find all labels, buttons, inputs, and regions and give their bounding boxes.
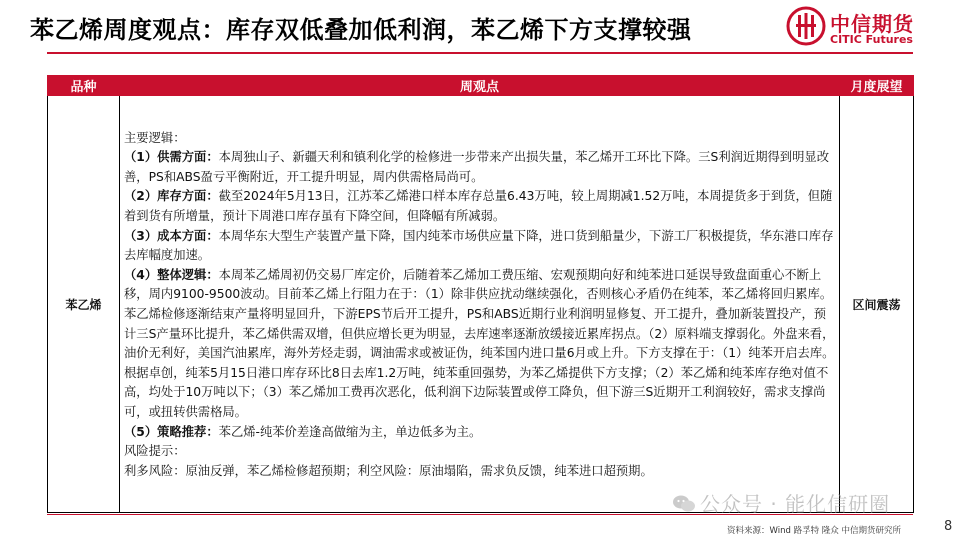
company-logo	[786, 6, 926, 48]
weekly-view-table	[47, 75, 914, 513]
paragraph-inventory: （2）库存方面：截至2024年5月13日，江苏苯乙烯港口样本库存总量6.43万吨，较上周期减1.52万吨，本周提货多于到货，但随着到货有所增量，预计下周港口库存虽有下降空间，但降幅有所减弱。	[124, 189, 833, 224]
page-number: 8	[944, 519, 953, 534]
data-source: 资料来源：Wind 路孚特 隆众 中信期货研究所	[727, 526, 901, 536]
risk-title: 风险提示：	[124, 444, 186, 459]
logic-intro: 主要逻辑：	[124, 130, 186, 145]
table-header-row	[48, 76, 914, 96]
citic-logo-icon	[786, 6, 826, 46]
category-cell: 苯乙烯	[48, 96, 120, 513]
logo-chinese-name: 中信期货	[830, 12, 914, 36]
paragraph-supply-demand: （1）供需方面：本周独山子、新疆天利和镇利化学的检修进一步带来产出损失量，苯乙烯开工环比下降。三S利润近期得到明显改善，PS和ABS盈亏平衡附近，开工提升明显，周内供需格局尚可。	[124, 150, 829, 184]
logo-english-name: CITIC Futures	[830, 33, 913, 46]
weekly-view-cell	[120, 96, 840, 513]
header-category: 品种	[48, 76, 120, 96]
header-monthly-outlook: 月度展望	[840, 76, 914, 96]
table-row	[48, 96, 914, 513]
paragraph-cost: （3）成本方面：本周华东大型生产装置产量下降，国内纯苯市场供应量下降，进口货到船量少，下游工厂积极提货，华东港口库存去库幅度加速。	[124, 228, 834, 263]
watermark: 公众号 · 能化信研圈	[672, 488, 890, 517]
paragraph-overall-logic: （4）整体逻辑：本周苯乙烯周初仍交易厂库定价，后随着苯乙烯加工费压缩、宏观预期向好和纯苯进口延误导致盘面重心不断上移，周内9100-9500波动。目前苯乙烯上行阻力在于：（1）除非供应扰动继续强化，否则核心矛盾仍在纯苯，苯乙烯将回归累库。苯乙烯检修逐渐结束产量将明显回升，下游EPS节后开工提升，PS和ABS近期行业利润明显修复、开工提升，叠加新装置投产，预计三S产量环比提升，苯乙烯供需双增，但供应增长更为明显，去库速率逐渐放缓接近累库拐点。（2）原料端支撑弱化。外盘来看，油价无利好，美国汽油累库，海外芳烃走弱，调油需求或被证伪，纯苯国内进口量6月或上升。下方支撑在于：（1）纯苯开启去库。根据卓创，纯苯5月15日港口库存环比8日去库1.2万吨，纯苯重回强势，为苯乙烯提供下方支撑；（2）苯乙烯和纯苯库存绝对值不高，均处于10万吨以下；（3）苯乙烯加工费再次恶化，低利润下边际装置或停工降负，但下游三S近期开工利润较好，需求支撑尚可，或扭转供需格局。	[124, 267, 835, 419]
page-title: 苯乙烯周度观点：库存双低叠加低利润，苯乙烯下方支撑较强	[30, 16, 692, 44]
title-divider	[47, 52, 913, 54]
risk-text: 利多风险：原油反弹，苯乙烯检修超预期；利空风险：原油塌陷，需求负反馈，纯苯进口超预期。	[124, 463, 653, 478]
paragraph-strategy: （5）策略推荐：苯乙烯-纯苯价差逢高做缩为主，单边低多为主。	[124, 424, 482, 439]
header-weekly-view: 周观点	[120, 76, 840, 96]
monthly-outlook-cell: 区间震荡	[840, 96, 914, 513]
wechat-icon	[672, 493, 696, 515]
